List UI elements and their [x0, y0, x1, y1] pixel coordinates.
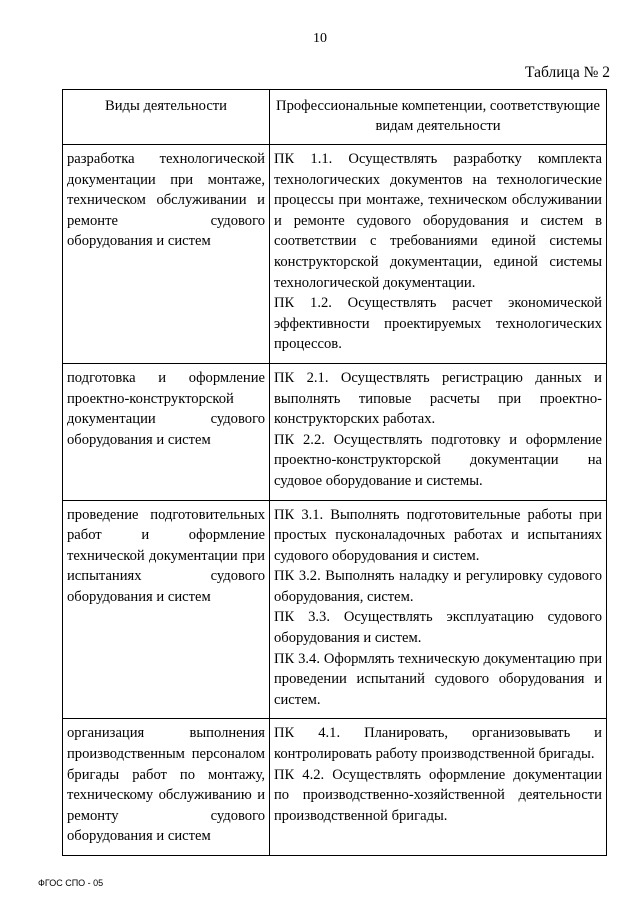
activity-cell: разработка технологической документации при монтаже, техническом обслуживании и ремонте судового оборудования и систем [63, 145, 270, 364]
competency-item: ПК 1.1. Осуществлять разработку комплекта технологических документов на технологические процессы при монтаже, техническом обслуживании и ремонте судового оборудования и систем в соответствии с требованиями единой системы конструкторской документации, единой системы технологической документации. [274, 151, 602, 291]
competency-item: ПК 3.3. Осуществлять эксплуатацию судового оборудования и систем. [274, 609, 602, 647]
competency-item: ПК 1.2. Осуществлять расчет экономической эффективности проектируемых технологических процессов. [274, 295, 602, 353]
table-row [63, 363, 607, 500]
competencies-cell [270, 363, 607, 500]
header-competencies: Профессиональные компетенции, соответствующие видам деятельности [270, 90, 607, 145]
competency-item: ПК 3.2. Выполнять наладку и регулировку судового оборудования, систем. [274, 568, 602, 605]
table-row [63, 719, 607, 856]
competencies-cell [270, 500, 607, 719]
competencies-table [62, 89, 607, 856]
footer-code: ФГОС СПО - 05 [38, 878, 104, 888]
competency-item: ПК 2.2. Осуществлять подготовку и оформление проектно-конструкторской документации на судовое оборудование и системы. [274, 431, 602, 489]
activity-cell: организация выполнения производственным персоналом бригады работ по монтажу, техническому обслуживанию и ремонту судового оборудования и систем [63, 719, 270, 856]
competency-item: ПК 3.1. Выполнять подготовительные работы при простых пусконаладочных работах и испытаниях судового оборудования и систем. [274, 506, 602, 564]
activity-cell: проведение подготовительных работ и оформление технической документации при испытаниях судового оборудования и систем [63, 500, 270, 719]
header-activities: Виды деятельности [63, 90, 270, 145]
table-row [63, 500, 607, 719]
competency-item: ПК 3.4. Оформлять техническую документацию при проведении испытаний судового оборудования и систем. [274, 650, 602, 708]
table-header-row [63, 90, 607, 145]
competencies-cell [270, 719, 607, 856]
table-row [63, 145, 607, 364]
competency-item: ПК 2.1. Осуществлять регистрацию данных и выполнять типовые расчеты при проектно-конструкторских работах. [274, 369, 602, 428]
activity-cell: подготовка и оформление проектно-конструкторской документации судового оборудования и систем [63, 363, 270, 500]
competencies-cell [270, 145, 607, 364]
competency-item: ПК 4.1. Планировать, организовывать и контролировать работу производственной бригады. [274, 725, 602, 763]
competency-item: ПК 4.2. Осуществлять оформление документации по производственно-хозяйственной деятельности производственной бригады. [274, 766, 602, 824]
page-number: 10 [313, 31, 327, 46]
table-caption: Таблица № 2 [525, 64, 610, 81]
